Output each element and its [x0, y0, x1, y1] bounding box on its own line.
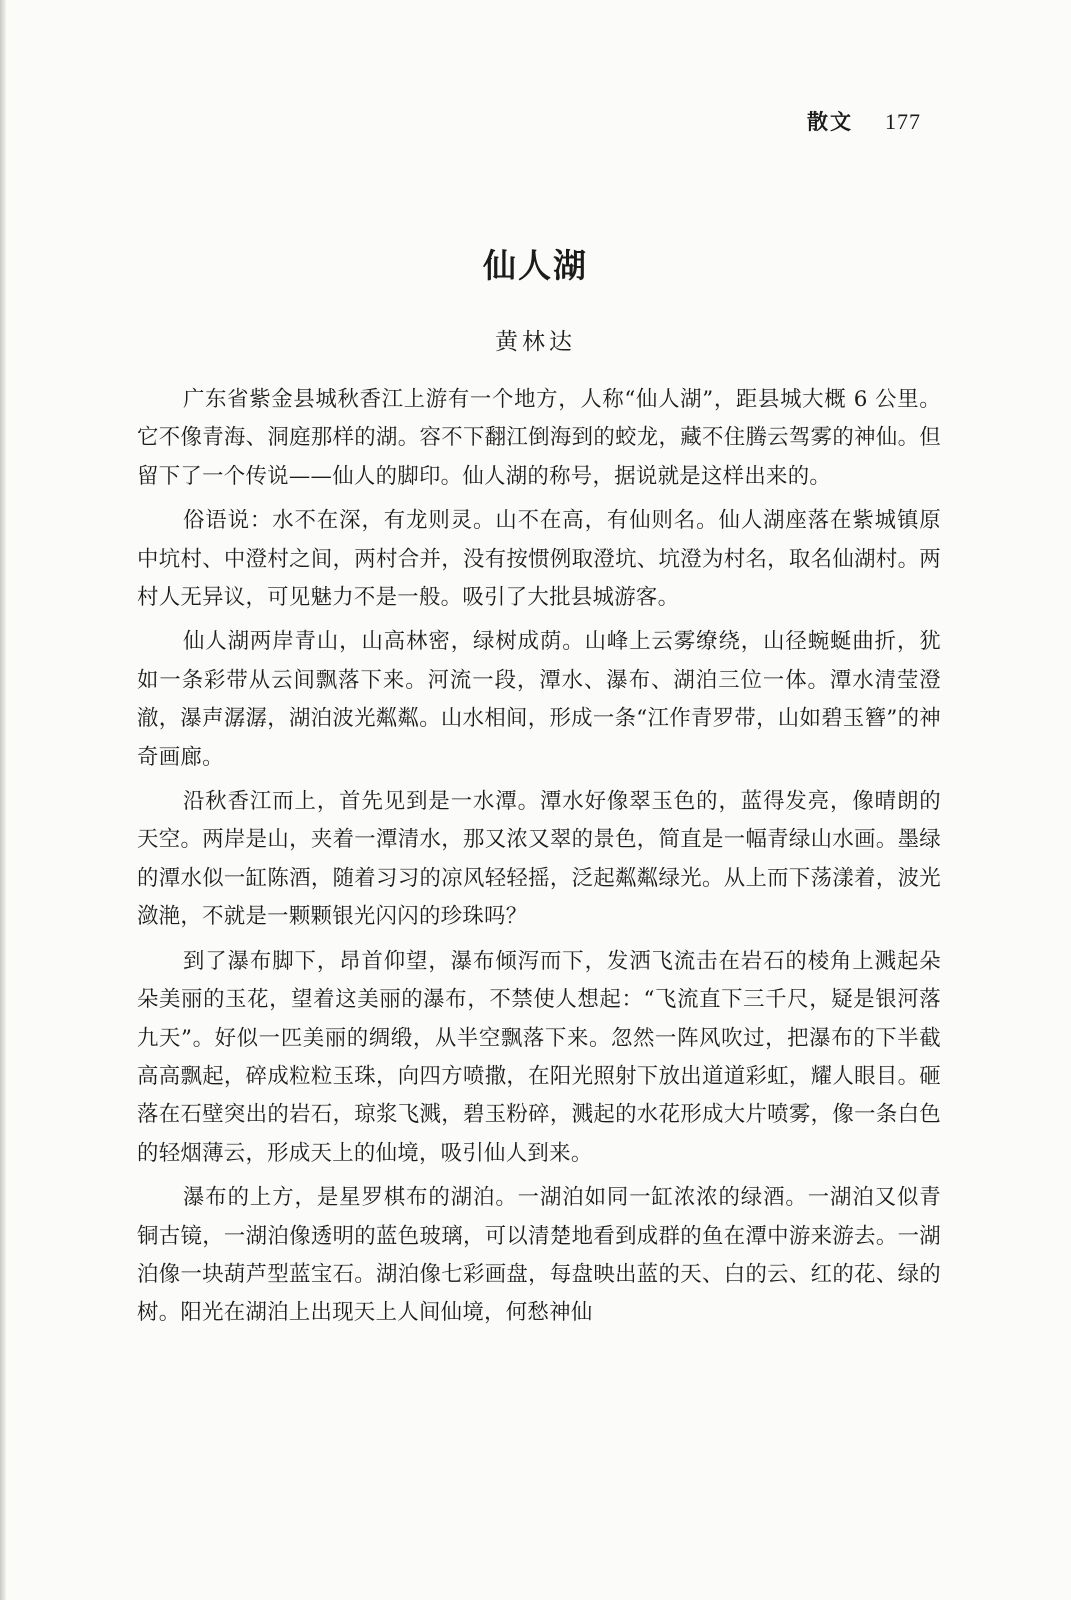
page-number: 177: [885, 109, 921, 134]
paragraph: 沿秋香江而上，首先见到是一水潭。潭水好像翠玉色的，蓝得发亮，像晴朗的天空。两岸是山，夹着一潭清水，那又浓又翠的景色，简直是一幅青绿山水画。墨绿的潭水似一缸陈酒，随着习习的凉风轻轻摇，泛起粼粼绿光。从上而下荡漾着，波光潋滟，不就是一颗颗银光闪闪的珍珠吗？: [137, 789, 941, 930]
article-author: 黄林达: [495, 329, 576, 355]
section-name: 散文: [807, 110, 853, 134]
paragraph: 仙人湖两岸青山，山高林密，绿树成荫。山峰上云雾缭绕，山径蜿蜒曲折，犹如一条彩带从云间飘落下来。河流一段，潭水、瀑布、湖泊三位一体。潭水清莹澄澈，瀑声潺潺，湖泊波光粼粼。山水相间，形成一条“江作青罗带，山如碧玉簪”的神奇画廊。: [137, 629, 941, 770]
paragraph: 广东省紫金县城秋香江上游有一个地方，人称“仙人湖”，距县城大概 6 公里。它不像青海、洞庭那样的湖。容不下翻江倒海到的蛟龙，藏不住腾云驾雾的神仙。但留下了一个传说——仙人的脚印。仙人湖的称号，据说就是这样出来的。: [137, 387, 941, 489]
paragraph: 俗语说：水不在深，有龙则灵。山不在高，有仙则名。仙人湖座落在紫城镇原中坑村、中澄村之间，两村合并，没有按惯例取澄坑、坑澄为村名，取名仙湖村。两村人无异议，可见魅力不是一般。吸引了大批县城游客。: [137, 508, 941, 611]
running-header: [807, 106, 921, 136]
paragraph: 到了瀑布脚下，昂首仰望，瀑布倾泻而下，发洒飞流击在岩石的棱角上溅起朵朵美丽的玉花，望着这美丽的瀑布，不禁使人想起：“飞流直下三千尺，疑是银河落九天”。好似一匹美丽的绸缎，从半空飘落下来。忽然一阵风吹过，把瀑布的下半截高高飘起，碎成粒粒玉珠，向四方喷撒，在阳光照射下放出道道彩虹，耀人眼目。砸落在石壁突出的岩石，琼浆飞溅，碧玉粉碎，溅起的水花形成大片喷雾，像一条白色的轻烟薄云，形成天上的仙境，吸引仙人到来。: [137, 948, 941, 1166]
article-title: 仙人湖: [483, 246, 588, 285]
paragraph: 瀑布的上方，是星罗棋布的湖泊。一湖泊如同一缸浓浓的绿酒。一湖泊又似青铜古镜，一湖泊像透明的蓝色玻璃，可以清楚地看到成群的鱼在潭中游来游去。一湖泊像一块葫芦型蓝宝石。湖泊像七彩画盘，每盘映出蓝的天、白的云、红的花、绿的树。阳光在湖泊上出现天上人间仙境，何愁神仙: [137, 1185, 941, 1326]
article-body: [137, 381, 941, 1339]
